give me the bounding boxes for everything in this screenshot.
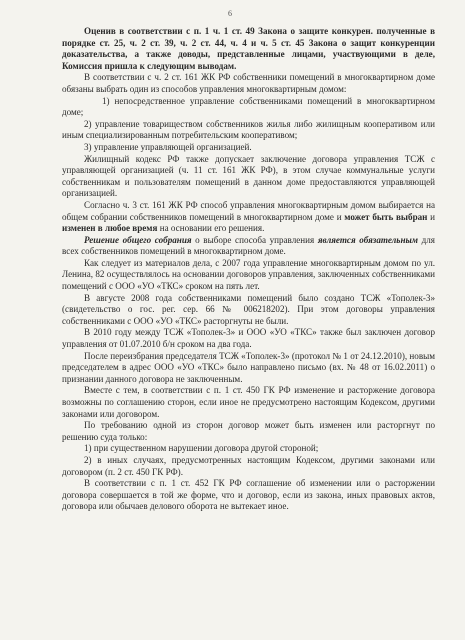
list-item-management-company: 3) управление управляющей организацией. <box>84 141 252 152</box>
paragraph-general-meeting: Согласно ч. 3 ст. 161 ЖК РФ способ управления многоквартирным домом выбирается на общем собрании собственников помещений в многоквартирном доме и может быть выбран и изменен в любое время на основании его решения. <box>62 199 436 234</box>
paragraph-contract-2010: В 2010 году между ТСЖ «Тополек-3» и ООО «УО «ТКС» также был заключен договор управления от 01.07.2010 б/н сроком на два года. <box>62 327 435 350</box>
paragraph-meeting-decision: Решение общего собрания о выборе способа управления является обязательным для всех собственников помещений в многоквартирном доме. <box>62 234 435 257</box>
page-number: 6 <box>228 9 232 18</box>
paragraph-civil-code-452: В соответствии с п. 1 ст. 452 ГК РФ соглашение об изменении или о расторжении договора совершается в той же форме, что и договор, если из закона, иных правовых актов, договора или обычаев делового оборота не вытекает иное. <box>62 478 435 512</box>
intro-paragraph: Оценив в соответствии с п. 1 ч. 1 ст. 49 Закона о защите конкурен. полученные в порядке ст. 25, ч. 2 ст. 39, ч. 2 ст. 44, ч. 4 и ч. 5 ст. 45 Закона о защит конкуренции доказательства, а также доводы, представленные лицами, участвующими в деле, Комиссия пришла к следующим выводам. <box>62 26 435 71</box>
paragraph-reelection: После переизбрания председателя ТСЖ «Тополек-3» (протокол № 1 от 24.12.2010), новым председателем в адрес ООО «УО «ТКС» было направлено письмо (вх. № 48 от 16.02.2011) о признании данного договора не заключенным. <box>62 350 435 384</box>
paragraph-civil-code-450: Вместе с тем, в соответствии с п. 1 ст. 450 ГК РФ изменение и расторжение договора возможны по соглашению сторон, если иное не предусмотрено настоящим Кодексом, другими законами или договором. <box>62 385 435 419</box>
list-item-material-breach: 1) при существенном нарушении договора другой стороной; <box>84 443 319 454</box>
list-item-other-cases: 2) в иных случаях, предусмотренных настоящим Кодексом, другими законами или договором (п. 2 ст. 450 ГК РФ). <box>62 454 435 477</box>
paragraph-case-materials: Как следует из материалов дела, с 2007 года управление многоквартирным домом по ул. Ленина, 82 осуществлялось на основании договоров управления, заключенных собственниками помещений с ООО «УО «ТКС» сроком на пять лет. <box>62 257 435 292</box>
paragraph-court-decision: По требованию одной из сторон договор может быть изменен или расторгнут по решению суда только: <box>62 420 435 442</box>
paragraph-housing-code: Жилищный кодекс РФ также допускает заключение договора управления ТСЖ с управляющей организацией (ч. 11 ст. 161 ЖК РФ), в этом случае коммунальные услуги собственникам и пользователям помещений в данном доме предоставляются управляющей организацией. <box>62 153 435 199</box>
paragraph-hoa-created: В августе 2008 года собственниками помещений было создано ТСЖ «Тополек-3» (свидетельство о гос. рег. сер. 66 № 006218202). При этом договоры управления собственниками с ООО «УО «ТКС» расторгнуты не были. <box>62 292 435 326</box>
paragraph-management-methods: В соответствии с ч. 2 ст. 161 ЖК РФ собственники помещений в многоквартирном доме обязаны выбрать один из способов управления многоквартирным домом: <box>62 72 435 94</box>
list-item-direct-management: 1) непосредственное управление собственниками помещений в многоквартирном доме; <box>62 95 435 118</box>
list-item-hoa-management: 2) управление товариществом собственников жилья либо жилищным кооперативом или иным специализированным потребительским кооперативом; <box>62 118 435 141</box>
